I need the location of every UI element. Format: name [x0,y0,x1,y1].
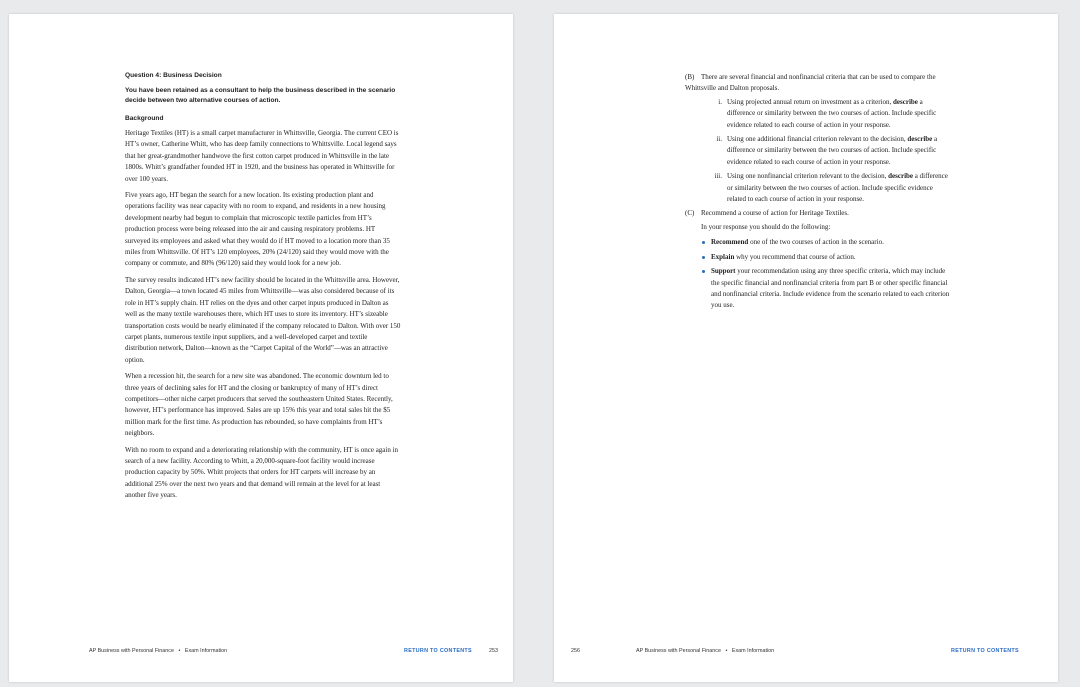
return-to-contents-link[interactable]: RETURN TO CONTENTS [951,648,1019,654]
part-c-intro: In your response you should do the following: [701,222,831,231]
bullet-icon [702,241,705,244]
page-number: 253 [489,648,498,654]
background-paragraph-4: When a recession hit, the search for a new site was abandoned. The economic downturn led to three years of declining sales for HT and the closing or bankruptcy of many of HT’s direct competitors—other niche carpet producers that served the southeastern United States. Recently, however, HT’s performance has improved. Sales are up 15% this year and total sales hit the $5 million mark for the first time. As production has rebounded, so have complaints from HT’s neighbors. [125,372,393,438]
question-title: Question 4: Business Decision [125,72,222,79]
bullet-icon [702,256,705,259]
footer-course [89,648,227,654]
part-b-item-ii: ii. Using one additional financial criterion relevant to the decision, describe a difference or similarity between the two courses of action. Include specific evidence related to each course of action in your response. [716,135,938,166]
part-b-text: There are several financial and nonfinancial criteria that can be used to compare the Whittsville and Dalton proposals. [685,73,936,93]
background-paragraph-5: With no room to expand and a deteriorating relationship with the community, HT is once again in search of a new facility. According to Whitt, a 20,000-square-foot facility would increase production capacity by 50%. Whitt projects that orders for HT carpets will increase by an additional 25% over the next two years and that demand will remain at the level for at least another five years. [125,445,399,500]
background-paragraph-1: Heritage Textiles (HT) is a small carpet manufacturer in Whittsville, Georgia. The current CEO is HT’s owner, Catherine Whitt, who has deep family connections to Whittsville. Local legend says that her great-grandmother handwove the first cotton carpet produced in Whittsville in the late 1800s. Whitt’s grandfather founded HT in 1920, and the business has operated in Whittsville for over 100 years. [125,129,399,183]
return-to-contents-link[interactable]: RETURN TO CONTENTS [404,648,472,654]
part-c [685,208,951,219]
background-paragraph-2: Five years ago, HT began the search for a new location. Its existing production plant and operations facility was near capacity with no room to expand, and residents in a new housing development nearby had begun to complain that microscopic textile particles from HT’s production process were being released into the air and causing respiratory problems. HT surveyed its employees and asked what they would do if HT moved to a location more than 35 miles from Whittsville. Of HT’s 120 employees, 20% (24/120) said they would move with the company or commute, and 80% (96/120) said they would look for a new job. [125,191,390,268]
question-prompt: You have been retained as a consultant to help the business described in the scenario decide between two alternative courses of action. [125,87,396,104]
page-256 [554,14,1058,682]
part-c-bullet-recommend: Recommend one of the two courses of action in the scenario. [685,237,951,248]
part-b-items [685,97,951,206]
footer-course [636,648,774,654]
footer-separator: • [725,648,728,654]
footer-separator: • [178,648,181,654]
footer-section: Exam Information [184,648,228,654]
footer-title: AP Business with Personal Finance [89,648,174,654]
bullet-icon [702,270,705,273]
page-body [685,72,951,315]
part-b-label: (B) [685,73,695,81]
background-heading: Background [125,115,164,122]
page-number: 256 [571,648,580,654]
footer-section: Exam Information [731,648,775,654]
part-b-item-i: i. Using projected annual return on investment as a criterion, describe a difference or similarity between the two courses of action. Include specific evidence related to each course of action in your response. [718,97,937,129]
part-b [685,72,951,95]
part-c-bullet-support: Support your recommendation using any three specific criteria, which may include the specific financial and nonfinancial criteria from part B or other specific financial and nonfinancial criteria. Include evidence from the scenario related to each criterion you use. [685,266,951,312]
part-c-bullets [685,237,951,311]
part-b-item-iii: iii. Using one nonfinancial criterion relevant to the decision, describe a difference or similarity between the two courses of action. Include specific evidence related to each course of action in your response. [714,172,948,204]
part-c-text: Recommend a course of action for Heritage Textiles. [701,209,849,218]
part-c-label: (C) [685,209,695,218]
footer-title: AP Business with Personal Finance [636,648,721,654]
page-body [125,72,401,507]
page-253 [9,14,513,682]
background-paragraph-3: The survey results indicated HT’s new facility should be located in the Whittsville area. However, Dalton, Georgia—a town located 45 miles from Whittsville—was also considered because of its role in HT’s supply chain. HT relies on the dyes and other carpet inputs produced in Dalton as well as the many textile warehouses there, which HT uses to store its inventory. HT’s sizeable transportation costs would be nearly eliminated if the company relocated to Dalton. With over 150 carpet plants, numerous textile input suppliers, and a well-developed carpet and textile distribution network, Dalton—known as the “Carpet Capital of the World”—was an attractive option. [125,275,401,364]
part-c-bullet-explain: Explain why you recommend that course of action. [685,252,951,263]
